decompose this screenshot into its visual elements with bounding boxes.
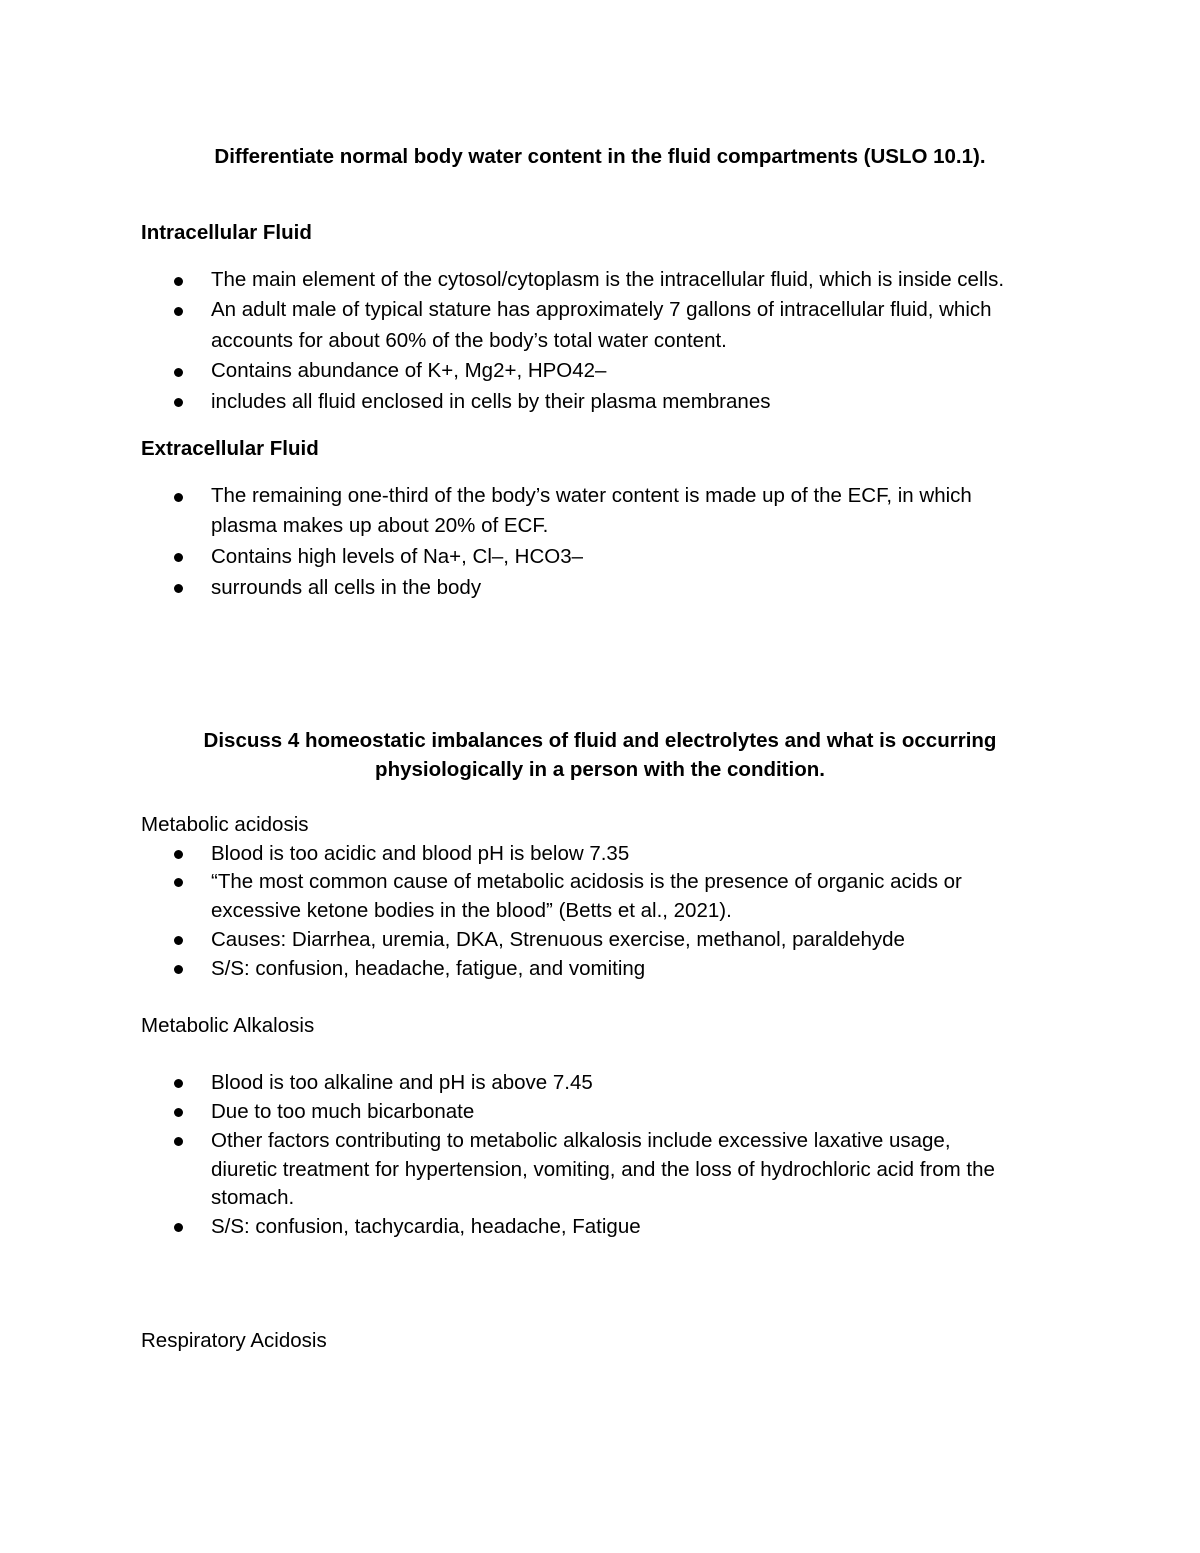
list-item-text: Causes: Diarrhea, uremia, DKA, Strenuous exercise, methanol, paraldehyde (211, 928, 905, 951)
list-item-text: excessive ketone bodies in the blood” (Betts et al., 2021). (211, 899, 732, 922)
section-heading-intracellular: Intracellular Fluid (141, 221, 312, 244)
page-title: Differentiate normal body water content in the fluid compartments (USLO 10.1). (214, 145, 986, 168)
section-heading-extracellular: Extracellular Fluid (141, 437, 319, 460)
list-item-text: Blood is too alkaline and pH is above 7.45 (211, 1071, 593, 1094)
list-item-text: Due to too much bicarbonate (211, 1100, 475, 1123)
bullet-icon (174, 936, 183, 945)
bullet-icon (174, 1223, 183, 1232)
list-item-text: “The most common cause of metabolic acidosis is the presence of organic acids or (211, 870, 962, 893)
list-item-text: S/S: confusion, headache, fatigue, and vomiting (211, 957, 646, 980)
imbalance-heading-metabolic-acidosis: Metabolic acidosis (141, 813, 309, 836)
list-item-text: surrounds all cells in the body (211, 576, 482, 599)
imbalance-heading-metabolic-alkalosis: Metabolic Alkalosis (141, 1014, 315, 1037)
list-item-text: includes all fluid enclosed in cells by their plasma membranes (211, 390, 771, 413)
list-item-text: The remaining one-third of the body’s water content is made up of the ECF, in which (211, 484, 972, 507)
imbalance-heading-respiratory-acidosis: Respiratory Acidosis (141, 1329, 327, 1352)
bullet-icon (174, 277, 183, 286)
bullet-icon (174, 1108, 183, 1117)
list-item-text: diuretic treatment for hypertension, vomiting, and the loss of hydrochloric acid from the (211, 1158, 995, 1181)
bullet-icon (174, 584, 183, 593)
bullet-icon (174, 965, 183, 974)
list-item-text: Blood is too acidic and blood pH is below 7.35 (211, 842, 630, 865)
bullet-icon (174, 878, 183, 887)
list-item-text: plasma makes up about 20% of ECF. (211, 514, 549, 537)
bullet-icon (174, 553, 183, 562)
list-item-text: S/S: confusion, tachycardia, headache, Fatigue (211, 1215, 641, 1238)
list-item-text: An adult male of typical stature has approximately 7 gallons of intracellular fluid, which (211, 298, 992, 321)
list-item-text: Other factors contributing to metabolic alkalosis include excessive laxative usage, (211, 1129, 951, 1152)
section-title-line-2: physiologically in a person with the condition. (375, 758, 825, 781)
bullet-icon (174, 493, 183, 502)
list-item-text: stomach. (211, 1186, 295, 1209)
bullet-icon (174, 307, 183, 316)
list-item-text: accounts for about 60% of the body’s total water content. (211, 329, 727, 352)
section-title-line-1: Discuss 4 homeostatic imbalances of fluid and electrolytes and what is occurring (203, 729, 997, 752)
bullet-icon (174, 398, 183, 407)
list-item-text: Contains abundance of K+, Mg2+, HPO42– (211, 359, 607, 382)
bullet-icon (174, 1079, 183, 1088)
list-item-text: Contains high levels of Na+, Cl–, HCO3– (211, 545, 584, 568)
bullet-icon (174, 1137, 183, 1146)
bullet-icon (174, 368, 183, 377)
list-item-text: The main element of the cytosol/cytoplasm is the intracellular fluid, which is inside cells. (211, 268, 1005, 291)
bullet-icon (174, 850, 183, 859)
